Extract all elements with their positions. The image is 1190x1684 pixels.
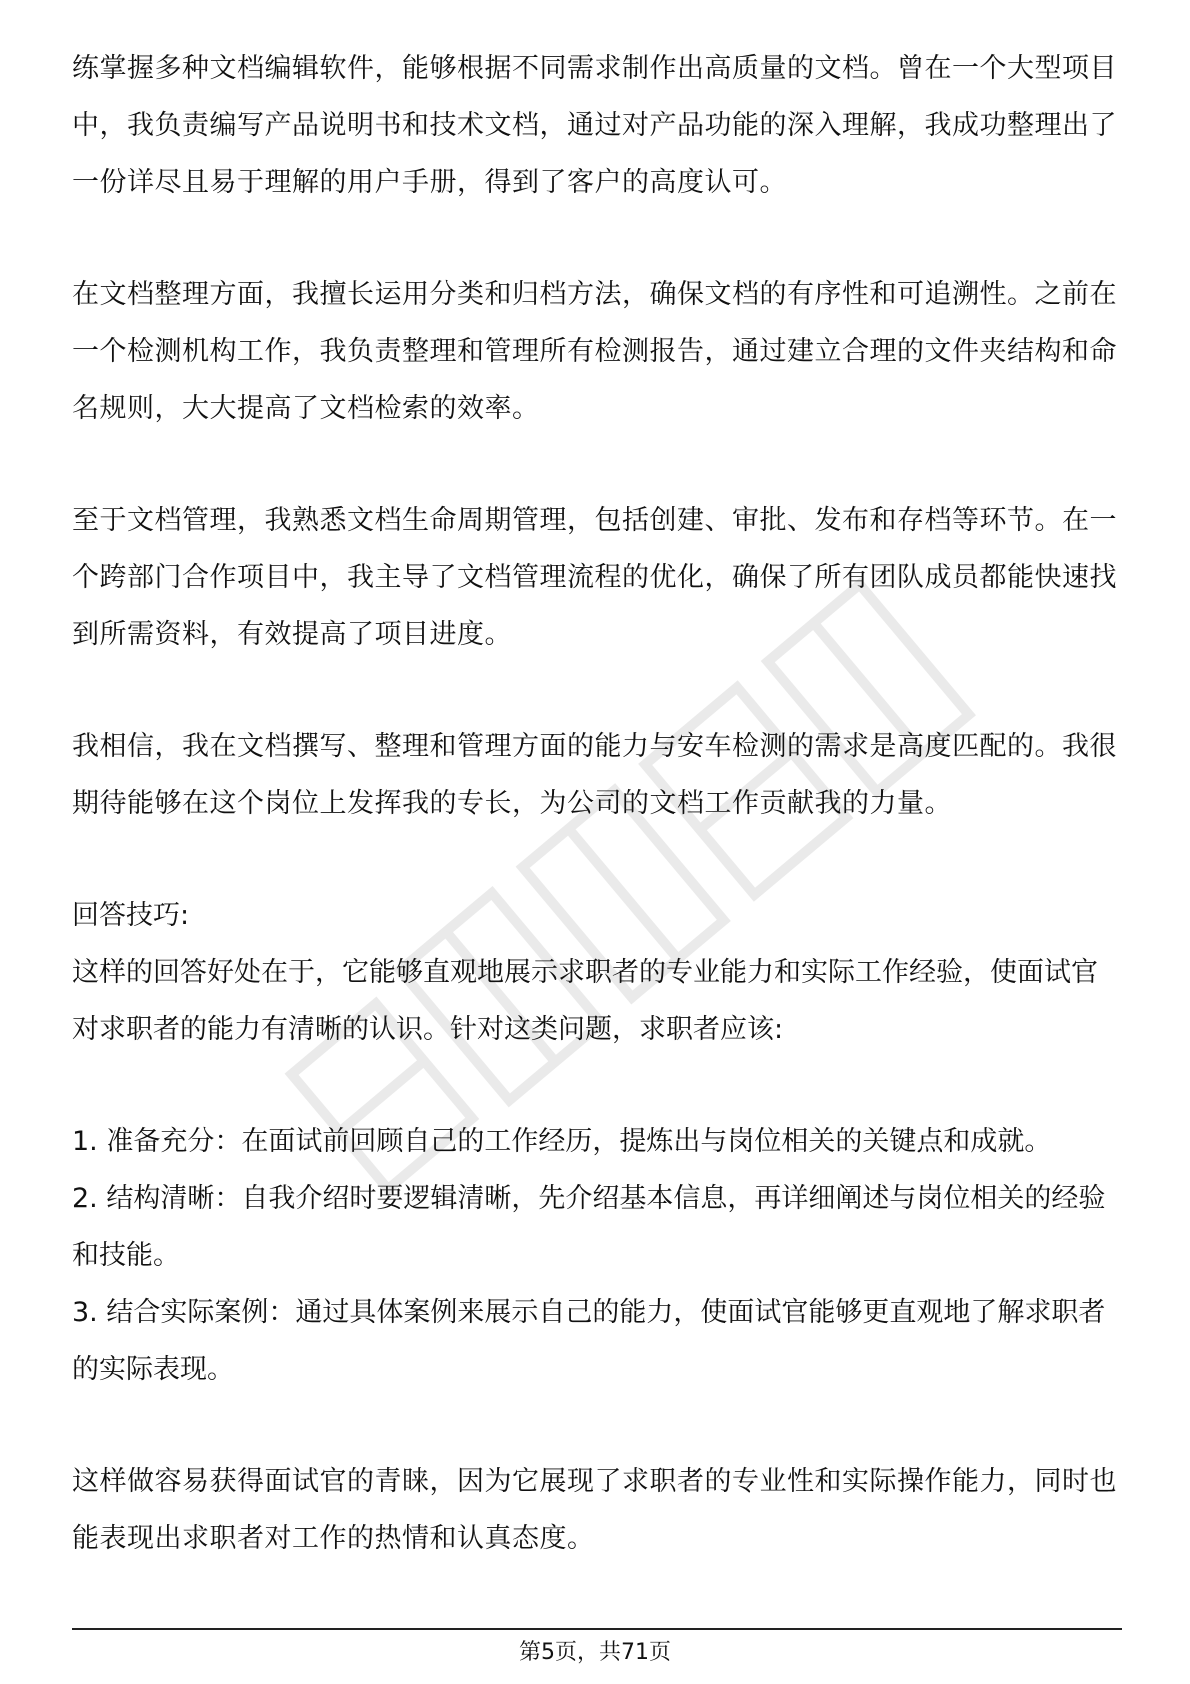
list-item: 1. 准备充分：在面试前回顾自己的工作经历，提炼出与岗位相关的关键点和成就。 xyxy=(72,1126,1052,1157)
closing-paragraph: 这样做容易获得面试官的青睐，因为它展现了求职者的专业性和实际操作能力，同时也能表现出求职者对工作的热情和认真态度。 xyxy=(72,1466,1117,1554)
list-item: 2. 结构清晰：自我介绍时要逻辑清晰，先介绍基本信息，再详细阐述与岗位相关的经验和技能。 xyxy=(72,1183,1106,1271)
list-item: 3. 结合实际案例：通过具体案例来展示自己的能力，使面试官能够更直观地了解求职者的实际表现。 xyxy=(72,1297,1106,1385)
page-number: 第5页，共71页 xyxy=(519,1640,671,1665)
tips-list xyxy=(72,1113,1122,1398)
tips-heading: 回答技巧: xyxy=(72,900,190,931)
footer-divider xyxy=(72,1628,1122,1630)
document-body xyxy=(72,40,1122,1622)
paragraph-conclusion: 我相信，我在文档撰写、整理和管理方面的能力与安车检测的需求是高度匹配的。我很期待能够在这个岗位上发挥我的专长，为公司的文档工作贡献我的力量。 xyxy=(72,731,1117,819)
paragraph-management: 至于文档管理，我熟悉文档生命周期管理，包括创建、审批、发布和存档等环节。在一个跨部门合作项目中，我主导了文档管理流程的优化，确保了所有团队成员都能快速找到所需资料，有效提高了项目进度。 xyxy=(72,505,1117,650)
tips-intro: 这样的回答好处在于，它能够直观地展示求职者的专业能力和实际工作经验，使面试官对求职者的能力有清晰的认识。针对这类问题，求职者应该: xyxy=(72,957,1098,1045)
paragraph-organizing: 在文档整理方面，我擅长运用分类和归档方法，确保文档的有序性和可追溯性。之前在一个检测机构工作，我负责整理和管理所有检测报告，通过建立合理的文件夹结构和命名规则，大大提高了文档检索的效率。 xyxy=(72,279,1117,424)
paragraph-writing-skills: 练掌握多种文档编辑软件，能够根据不同需求制作出高质量的文档。曾在一个大型项目中，我负责编写产品说明书和技术文档，通过对产品功能的深入理解，我成功整理出了一份详尽且易于理解的用户手册，得到了客户的高度认可。 xyxy=(72,53,1117,198)
tips-section xyxy=(72,887,1122,1058)
